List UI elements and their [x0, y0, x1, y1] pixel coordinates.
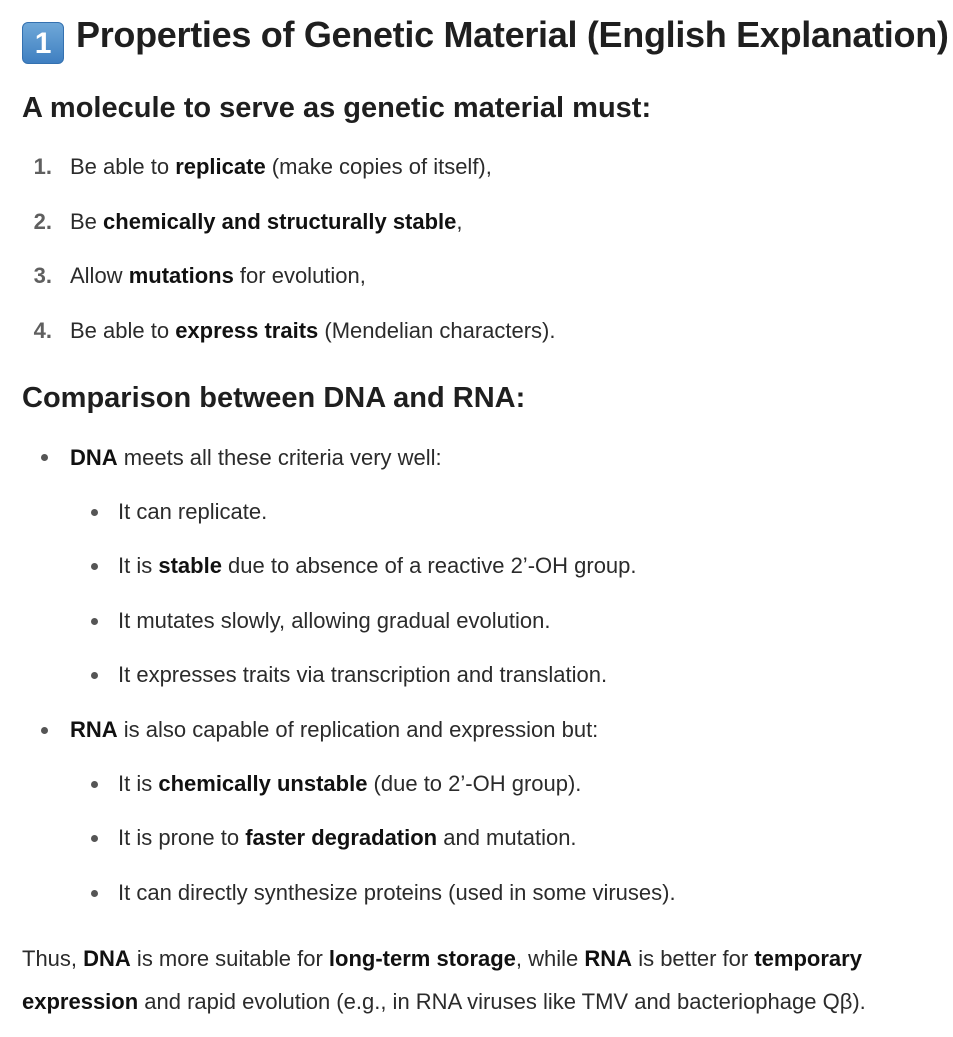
item-text: Be able to — [70, 318, 176, 343]
keycap-number-icon: 1 — [22, 22, 64, 64]
item-text: and mutation. — [437, 825, 577, 850]
bullet-icon — [91, 672, 98, 679]
item-text: It can replicate. — [118, 499, 268, 524]
item-text: It is — [118, 553, 159, 578]
list-item — [70, 443, 442, 473]
bold-text: DNA — [83, 946, 131, 971]
item-bold: DNA — [70, 445, 118, 470]
bullet-icon — [91, 563, 98, 570]
item-text: meets all these criteria very well: — [117, 445, 442, 470]
item-text: for evolution, — [233, 263, 366, 288]
list-item — [70, 207, 463, 237]
text: and rapid evolution (e.g., in RNA viruses like TMV and bacteriophage Qβ). — [138, 989, 866, 1014]
item-text: due to absence of a reactive 2’-OH group. — [221, 553, 637, 578]
bullet-icon — [41, 454, 48, 461]
bullet-icon — [91, 618, 98, 625]
item-text: It mutates slowly, allowing gradual evolution. — [118, 608, 551, 633]
item-text: Be — [70, 209, 104, 234]
item-bold: express traits — [175, 318, 319, 343]
item-text: It can directly synthesize proteins (used in some viruses). — [118, 880, 676, 905]
section-heading-requirements: A molecule to serve as genetic material must: — [22, 92, 652, 124]
item-text: (Mendelian characters). — [318, 318, 556, 343]
bold-text: RNA — [584, 946, 633, 971]
list-item — [70, 152, 492, 182]
item-bold: chemically and structurally stable — [103, 209, 457, 234]
list-number: 4. — [33, 318, 52, 343]
item-text: Be able to — [70, 154, 176, 179]
bullet-icon — [91, 835, 98, 842]
section-heading-comparison: Comparison between DNA and RNA: — [22, 382, 526, 414]
item-text: It is prone to — [118, 825, 246, 850]
item-text: Allow — [70, 263, 129, 288]
item-text: (due to 2’-OH group). — [367, 771, 582, 796]
page-title-text: Properties of Genetic Material (English Explanation) — [76, 14, 949, 55]
page-title — [22, 14, 949, 64]
item-text: It is — [118, 771, 159, 796]
list-item — [118, 660, 607, 690]
text: Thus, — [22, 946, 84, 971]
list-item — [118, 551, 637, 581]
list-item — [118, 878, 676, 908]
bold-text: temporary expression — [22, 946, 862, 1014]
item-bold: replicate — [175, 154, 266, 179]
item-bold: RNA — [70, 717, 118, 742]
list-number: 2. — [33, 209, 52, 234]
list-number: 3. — [33, 263, 52, 288]
bullet-icon — [91, 890, 98, 897]
conclusion-paragraph — [22, 937, 927, 1023]
text: , while — [515, 946, 585, 971]
item-bold: faster degradation — [245, 825, 438, 850]
list-item — [118, 823, 577, 853]
list-item — [70, 261, 366, 291]
item-text: is also capable of replication and expression but: — [117, 717, 599, 742]
text: is better for — [632, 946, 755, 971]
bold-text: long-term storage — [328, 946, 516, 971]
list-item — [70, 316, 556, 346]
bullet-icon — [91, 509, 98, 516]
list-item — [118, 497, 267, 527]
item-text: (make copies of itself), — [265, 154, 492, 179]
item-text: It expresses traits via transcription and translation. — [118, 662, 608, 687]
bullet-icon — [91, 781, 98, 788]
list-item — [118, 769, 581, 799]
item-text: , — [456, 209, 463, 234]
item-bold: chemically unstable — [158, 771, 368, 796]
item-bold: stable — [158, 553, 222, 578]
list-number: 1. — [33, 154, 52, 179]
list-item — [118, 606, 550, 636]
list-item — [70, 715, 598, 745]
bullet-icon — [41, 727, 48, 734]
text: is more suitable for — [130, 946, 329, 971]
item-bold: mutations — [128, 263, 234, 288]
